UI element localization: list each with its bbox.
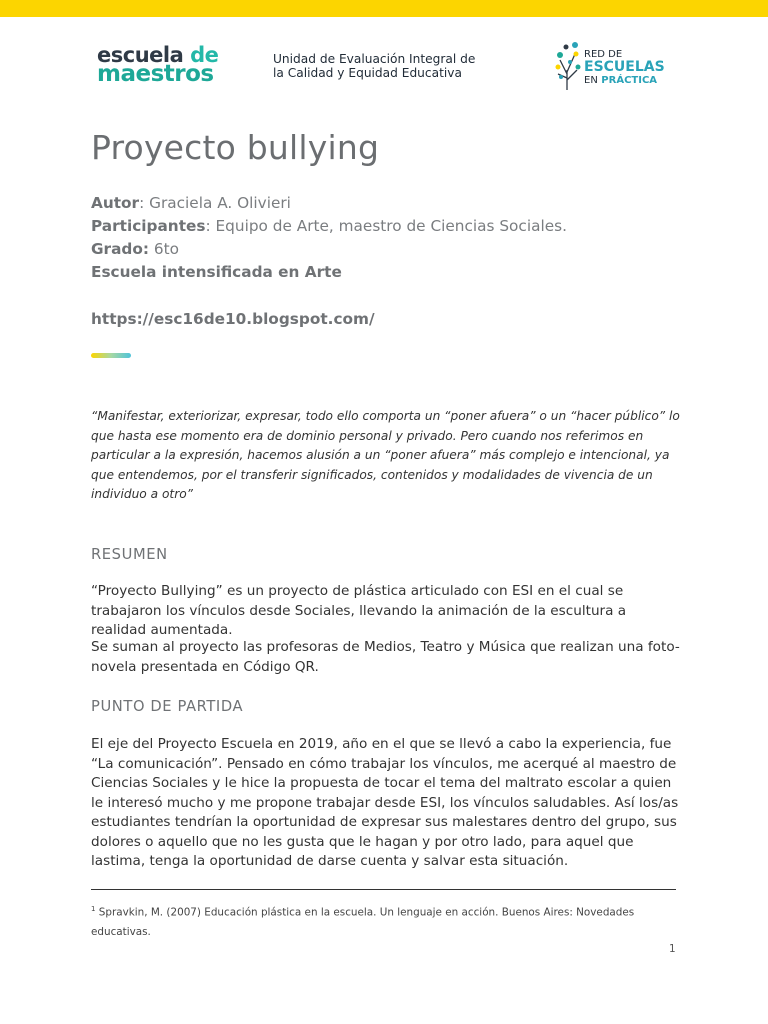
author-line (91, 194, 291, 212)
footnote-marker: 1 (91, 905, 96, 913)
logo-word-escuela: escuela (97, 43, 184, 67)
author-label: Autor (91, 194, 140, 212)
page-number: 1 (669, 943, 676, 955)
resumen-paragraph-2: Se suman al proyecto las profesoras de Medios, Teatro y Música que realizan una foto-novela presentada en Código QR. (91, 639, 680, 675)
red-logo-line3a: EN (584, 75, 598, 86)
epigraph-quote: “Manifestar, exteriorizar, expresar, todo ello comporta un “poner afuera” o un “hacer público” lo que hasta ese momento era de dominio personal y privado. Pero cuando nos referimos en particular a la expresión, hacemos alusión a un “poner afuera” más complejo e intencional, ya que entendemos, por el transferir significados, contenidos y modalidades de vivencia de un individuo a otro” (91, 409, 680, 501)
footnote-rule (91, 889, 676, 890)
ueicee-line2: la Calidad y Equidad Educativa (273, 66, 462, 80)
author-value: : Graciela A. Olivieri (139, 194, 291, 212)
sprouting-dots-icon (555, 40, 583, 92)
section-heading-resumen: RESUMEN (91, 546, 168, 563)
red-logo-line3b: PRÁCTICA (601, 75, 658, 86)
punto-de-partida-paragraph: El eje del Proyecto Escuela en 2019, año en el que se llevó a cabo la experiencia, fue “La comunicación”. Pensado en cómo trabajar los vínculos, me acerqué al maestro de Ciencias Sociales y le hice la propuesta de tocar el tema del maltrato escolar a quien le interesó mucho y me propone trabajar desde ESI, los vínculos saludables. Así los/as estudiantes tendrían la oportunidad de expresar sus malestares dentro del grupo, sus dolores o aquello que no les gusta que le hagan y por otro lado, para aquel que lastima, tenga la oportunidad de darse cuenta y salvar esta situación. (91, 736, 679, 869)
gradient-divider (91, 353, 131, 358)
document-title: Proyecto bullying (91, 128, 380, 167)
section-heading-punto-de-partida: PUNTO DE PARTIDA (91, 698, 244, 715)
ueicee-line1: Unidad de Evaluación Integral de (273, 52, 476, 66)
top-accent-bar (0, 0, 768, 17)
grade-line (91, 240, 179, 258)
logo-word-de: de (190, 43, 219, 67)
red-escuelas-logo (555, 40, 675, 92)
grade-label: Grado: (91, 240, 149, 258)
logo-word-maestros: maestros (97, 61, 214, 87)
red-logo-line2: ESCUELAS (584, 59, 665, 75)
participants-line (91, 217, 567, 235)
school-type: Escuela intensificada en Arte (91, 263, 342, 281)
participants-value: : Equipo de Arte, maestro de Ciencias Sociales. (205, 217, 567, 235)
footnote (91, 900, 681, 942)
blog-link[interactable]: https://esc16de10.blogspot.com/ (91, 310, 375, 328)
red-logo-line1: RED DE (584, 49, 623, 60)
ueicee-logo (273, 52, 475, 80)
footnote-text: Spravkin, M. (2007) Educación plástica en la escuela. Un lenguaje en acción. Buenos Aires: Novedades educativas. (91, 906, 635, 938)
escuela-de-maestros-logo (97, 43, 219, 87)
resumen-paragraph-1: “Proyecto Bullying” es un proyecto de plástica articulado con ESI en el cual se trabajaron los vínculos desde Sociales, llevando la animación de la escultura a realidad aumentada. (91, 583, 627, 638)
participants-label: Participantes (91, 217, 206, 235)
grade-value: 6to (149, 240, 179, 258)
